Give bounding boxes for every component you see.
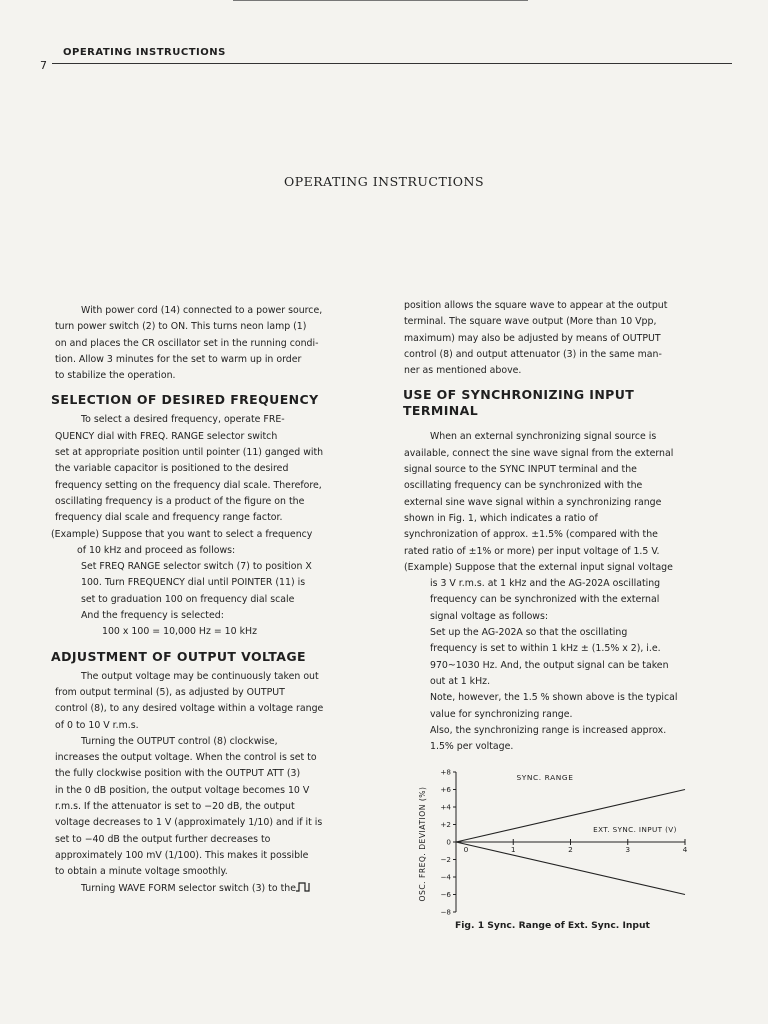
body-line: to obtain a minute voltage smoothly.: [55, 866, 228, 878]
body-line: When an external synchronizing signal source is: [430, 431, 657, 443]
x-tick-label: 4: [682, 845, 688, 854]
step-line: 970~1030 Hz. And, the output signal can be taken: [430, 659, 669, 671]
example-steps: [55, 559, 355, 624]
body-line: frequency dial scale and frequency range factor.: [55, 512, 283, 524]
right-column: [404, 298, 706, 755]
example-line: frequency can be synchronized with the external: [430, 594, 660, 606]
section-heading-output-voltage: ADJUSTMENT OF OUTPUT VOLTAGE: [51, 648, 306, 664]
y-tick-label: 0: [446, 837, 451, 847]
body-line: frequency setting on the frequency dial scale. Therefore,: [55, 479, 322, 491]
body-line: QUENCY dial with FREQ. RANGE selector switch: [55, 430, 278, 442]
sync-range-chart: [408, 766, 708, 916]
body-line: ner as mentioned above.: [404, 365, 522, 377]
body-line: from output terminal (5), as adjusted by OUTPUT: [55, 686, 285, 698]
intro-line: tion. Allow 3 minutes for the set to warm up in order: [55, 353, 302, 365]
y-tick-label: +4: [440, 802, 451, 812]
example-line: (Example) Suppose that you want to select a frequency: [51, 528, 313, 540]
x-axis-label: EXT. SYNC. INPUT (V): [593, 825, 677, 834]
example-line: of 10 kHz and proceed as follows:: [77, 544, 236, 556]
body-line: shown in Fig. 1, which indicates a ratio of: [404, 512, 598, 524]
body-line: external sine wave signal within a synchronizing range: [404, 496, 662, 508]
intro-paragraph: [55, 303, 355, 384]
body-line: set at appropriate position until pointer (11) ganged with: [55, 447, 324, 459]
body-line: control (8), to any desired voltage within a voltage range: [55, 703, 324, 715]
x-tick-label: 3: [625, 845, 631, 854]
body-line: of 0 to 10 V r.m.s.: [55, 719, 139, 731]
example-paragraph: [51, 527, 355, 560]
intro-line: to stabilize the operation.: [55, 370, 176, 382]
y-tick-label: −6: [440, 890, 451, 900]
page-number: 7: [40, 59, 47, 72]
running-header: OPERATING INSTRUCTIONS: [63, 47, 226, 58]
body-line: synchronization of approx. ±1.5% (compared with the: [404, 529, 658, 541]
step-line: Set up the AG-202A so that the oscillating: [430, 627, 628, 639]
frequency-paragraph: [55, 412, 355, 526]
section-heading-sync-input: [403, 387, 706, 419]
step-line: out at 1 kHz.: [430, 675, 491, 687]
body-line: in the 0 dB position, the output voltage becomes 10 V: [55, 784, 310, 796]
step-line: frequency is set to within 1 kHz ± (1.5% x 2), i.e.: [430, 643, 661, 655]
y-tick-label: +8: [440, 767, 451, 777]
body-line: maximum) may also be adjusted by means of OUTPUT: [404, 332, 661, 344]
body-line: the fully clockwise position with the OUTPUT ATT (3): [55, 768, 301, 780]
step-line: set to graduation 100 on frequency dial scale: [81, 593, 295, 605]
body-line: r.m.s. If the attenuator is set to −20 dB, the output: [55, 801, 295, 813]
body-line: approximately 100 mV (1/100). This makes it possible: [55, 849, 309, 861]
note-line: value for synchronizing range.: [430, 708, 573, 720]
y-tick-label: −8: [440, 907, 451, 916]
body-line: oscillating frequency is a product of the figure on the: [55, 495, 305, 507]
output-voltage-paragraph-1: [55, 669, 355, 734]
section-heading-frequency: SELECTION OF DESIRED FREQUENCY: [51, 392, 319, 408]
intro-line: With power cord (14) connected to a power source,: [81, 305, 323, 316]
heading-line: USE OF SYNCHRONIZING INPUT: [403, 387, 635, 403]
note-line: 1.5% per voltage.: [430, 741, 514, 753]
figure-caption: Fig. 1 Sync. Range of Ext. Sync. Input: [455, 920, 650, 931]
sync-range-boundary-line: [456, 790, 685, 843]
header-rule: [52, 63, 732, 64]
step-line: Set FREQ RANGE selector switch (7) to position X: [81, 561, 312, 573]
body-line: The output voltage may be continuously taken out: [81, 670, 319, 682]
body-line: voltage decreases to 1 V (approximately 1/10) and if it is: [55, 817, 323, 829]
body-line: Turning WAVE FORM selector switch (3) to the: [81, 882, 296, 894]
body-line: position allows the square wave to appear at the output: [404, 300, 668, 311]
continued-paragraph: [404, 298, 706, 379]
sync-steps: [404, 625, 706, 690]
example-line: is 3 V r.m.s. at 1 kHz and the AG-202A oscillating: [430, 578, 661, 590]
body-line: signal source to the SYNC INPUT terminal and the: [404, 464, 637, 476]
y-axis-label: OSC. FREQ. DEVIATION (%): [418, 786, 427, 902]
square-wave-symbol: [296, 882, 310, 892]
y-tick-label: +2: [440, 820, 451, 830]
sync-example: [404, 560, 706, 625]
top-edge-rule: [233, 0, 528, 1]
body-line: available, connect the sine wave signal from the external: [404, 447, 674, 459]
frequency-formula: 100 x 100 = 10,000 Hz = 10 kHz: [102, 626, 257, 638]
body-line: To select a desired frequency, operate FRE-: [81, 414, 285, 426]
heading-line: TERMINAL: [403, 403, 479, 419]
sync-note: [404, 690, 706, 723]
output-voltage-paragraph-3: [55, 881, 355, 897]
y-tick-label: −2: [440, 855, 451, 865]
step-line: 100. Turn FREQUENCY dial until POINTER (11) is: [81, 577, 306, 589]
y-tick-label: +6: [440, 785, 451, 795]
page-title: OPERATING INSTRUCTIONS: [283, 174, 485, 189]
y-tick-label: −4: [440, 872, 451, 882]
x-tick-label: 0: [463, 845, 469, 854]
intro-line: turn power switch (2) to ON. This turns neon lamp (1): [55, 321, 307, 333]
left-column: [51, 303, 355, 897]
body-line: the variable capacitor is positioned to the desired: [55, 463, 289, 475]
body-line: oscillating frequency can be synchronized with the: [404, 480, 643, 492]
example-line: (Example) Suppose that the external input signal voltage: [404, 561, 673, 573]
intro-line: on and places the CR oscillator set in the running condi-: [55, 337, 319, 349]
body-line: increases the output voltage. When the control is set to: [55, 752, 317, 764]
body-line: terminal. The square wave output (More than 10 Vpp,: [404, 316, 657, 328]
example-line: signal voltage as follows:: [430, 610, 549, 622]
step-line: And the frequency is selected:: [81, 610, 224, 622]
note-line: Note, however, the 1.5 % shown above is the typical: [430, 692, 678, 704]
note-line: Also, the synchronizing range is increased approx.: [430, 724, 667, 736]
chart-title: SYNC. RANGE: [516, 773, 574, 782]
body-line: Turning the OUTPUT control (8) clockwise,: [81, 735, 278, 747]
sync-paragraph: [404, 429, 706, 559]
plot-area: [440, 768, 687, 916]
output-voltage-paragraph-2: [55, 734, 355, 881]
body-line: control (8) and output attenuator (3) in the same man-: [404, 348, 662, 360]
body-line: rated ratio of ±1% or more) per input voltage of 1.5 V.: [404, 545, 660, 557]
sync-also: [404, 723, 706, 756]
x-tick-label: 2: [568, 845, 573, 854]
x-tick-label: 1: [510, 845, 516, 854]
body-line: set to −40 dB the output further decreases to: [55, 833, 271, 845]
